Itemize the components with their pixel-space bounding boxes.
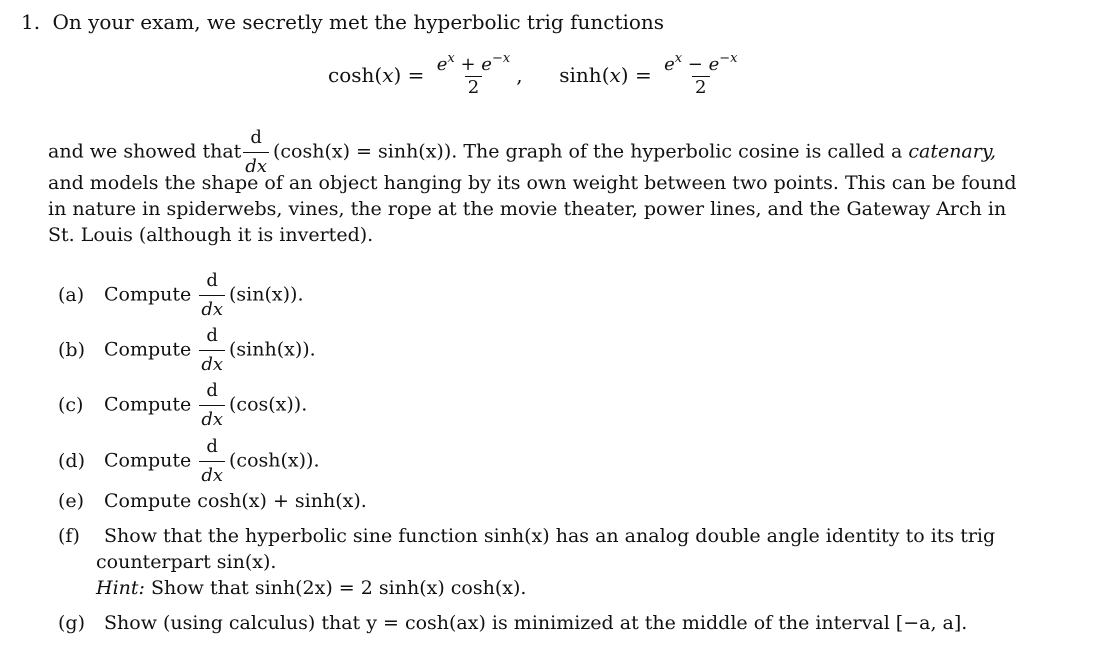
hint-text: Show that sinh(2x) = 2 sinh(x) cosh(x). — [150, 577, 527, 599]
problem-header — [21, 12, 664, 32]
derivative-operator: $\frac{d}{dx}$ — [243, 125, 269, 180]
derivative-operator: $\frac{d}{dx}$ — [199, 268, 225, 323]
part-g-label: (g) — [58, 612, 85, 634]
part-f-label: (f) — [58, 525, 80, 547]
paragraph-line-4: St. Louis (although it is inverted). — [48, 224, 374, 246]
para-text-pre: and we showed that — [48, 140, 242, 163]
paragraph-line-2: and models the shape of an object hanging by its own weight between two points. This can be found — [48, 172, 1017, 194]
derivative-operator: $\frac{d}{dx}$ — [199, 434, 225, 489]
part-d: (d) Compute $\frac{d}{dx}$ (cosh(x)). — [58, 434, 320, 489]
cosh-denominator: 2 — [465, 76, 482, 97]
cosh-numerator: $e^x + e^{-x}$ — [436, 51, 511, 75]
part-c: (c) Compute $\frac{d}{dx}$ (cos(x)). — [58, 378, 307, 433]
sinh-numerator: $e^x - e^{-x}$ — [664, 51, 738, 75]
hyperbolic-definitions — [328, 51, 743, 98]
part-d-label: (d) — [58, 449, 85, 472]
paragraph-line-3: in nature in spiderwebs, vines, the rope at the movie theater, power lines, and the Gateway Arch in — [48, 198, 1007, 220]
part-f: (f) Show that the hyperbolic sine function sinh(x) has an analog double angle identity to its trig — [58, 525, 996, 547]
part-b: (b) Compute $\frac{d}{dx}$ (sinh(x)). — [58, 323, 316, 378]
formula-comma: , — [516, 63, 523, 87]
part-f-line-2: counterpart sin(x). — [96, 551, 277, 573]
derivative-operator: $\frac{d}{dx}$ — [199, 323, 225, 378]
part-g: (g) Show (using calculus) that y = cosh(ax) is minimized at the middle of the interval [−a, a]. — [58, 612, 968, 634]
part-f-hint — [96, 575, 526, 601]
part-a: (a) Compute $\frac{d}{dx}$ (sin(x)). — [58, 268, 304, 323]
derivative-operator: $\frac{d}{dx}$ — [199, 378, 225, 433]
para-text-mid: (cosh(x) = sinh(x)). The graph of the hyperbolic cosine is called a — [272, 140, 903, 163]
catenary-term: catenary, — [908, 140, 997, 163]
sinh-fraction — [661, 51, 740, 98]
part-c-label: (c) — [58, 393, 84, 416]
cosh-lhs: cosh(x) = — [328, 63, 425, 87]
part-e-label: (e) — [58, 490, 85, 512]
part-e: (e) Compute cosh(x) + sinh(x). — [58, 490, 367, 512]
part-a-label: (a) — [58, 283, 85, 306]
cosh-fraction — [434, 51, 513, 98]
hint-label: Hint: — [96, 577, 145, 599]
problem-number: 1. — [21, 10, 41, 34]
part-b-label: (b) — [58, 338, 85, 361]
problem-intro: On your exam, we secretly met the hyperbolic trig functions — [52, 10, 665, 34]
sinh-denominator: 2 — [692, 76, 709, 97]
sinh-lhs: sinh(x) = — [559, 63, 652, 87]
